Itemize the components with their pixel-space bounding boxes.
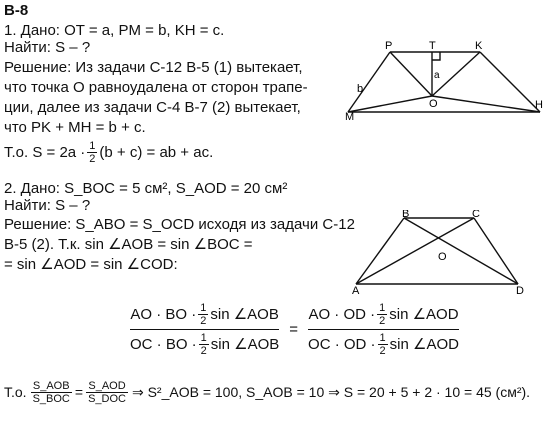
- ratio-left-numerator: [130, 302, 278, 329]
- half-num: 1: [379, 302, 386, 314]
- p1-half-num: 1: [89, 140, 96, 152]
- fig1-label-b: b: [357, 83, 364, 95]
- fig2-label-c: C: [472, 210, 480, 220]
- fig1-segment-ho: [432, 96, 540, 112]
- final-f2-num: S_AOD: [88, 380, 126, 392]
- ratio-right-bot-sin: sin ∠AOD: [389, 336, 459, 353]
- ratio-right-bot-half: [378, 332, 388, 357]
- fig1-label-p: P: [385, 40, 393, 52]
- half-den: 2: [379, 345, 386, 357]
- final-rest: ⇒ S²_AOB = 100, S_AOB = 10 ⇒ S = 20 + 5 + 2 · 10 = 45 (см²).: [131, 384, 531, 400]
- p1-formula-left: Т.о. S = 2a ·: [4, 144, 86, 161]
- p2-ratio-equation: [130, 302, 459, 357]
- fig2-diagonal-bd: [404, 218, 518, 284]
- ratio-right-top-text: AO · OD ·: [308, 306, 376, 323]
- fig1-edge-pm: [348, 52, 390, 112]
- p1-solution-line3: ции, далее из задачи С-4 В-7 (2) вытекает,: [4, 99, 301, 116]
- fig2-label-b: B: [402, 210, 410, 220]
- fig2-edge-ab: [356, 218, 404, 284]
- p1-formula: [4, 140, 213, 165]
- p1-solution-line4: что PK + MH = b + c.: [4, 119, 146, 136]
- ratio-equals: =: [289, 321, 299, 338]
- p2-given: 2. Дано: S_BOC = 5 см², S_AOD = 20 см²: [4, 180, 288, 197]
- fig2-label-a: A: [352, 285, 360, 296]
- fig2-label-o: O: [438, 251, 447, 263]
- half-den: 2: [200, 315, 207, 327]
- ratio-right-top-sin: sin ∠AOD: [389, 306, 459, 323]
- ratio-left-bot-text: OC · BO ·: [130, 336, 197, 353]
- fig1-label-a: a: [434, 70, 440, 81]
- ratio-right-denominator: [308, 330, 459, 357]
- fig1-segment-po: [390, 52, 432, 96]
- fig1-segment-mo: [348, 96, 432, 112]
- half-den: 2: [379, 315, 386, 327]
- ratio-left-top-half: [198, 302, 208, 327]
- p2-solution-line2: В-5 (2). Т.к. sin ∠AOB = sin ∠BOC =: [4, 236, 253, 253]
- ratio-left-fraction: [130, 302, 279, 357]
- p2-final-line: [4, 380, 530, 405]
- p1-solution-line1: Решение: Из задачи С-12 В-5 (1) вытекает,: [4, 59, 303, 76]
- ratio-left-bot-sin: sin ∠AOB: [210, 336, 280, 353]
- p1-half-den: 2: [89, 153, 96, 165]
- ratio-right-numerator: [308, 302, 458, 329]
- p1-formula-half: [87, 140, 97, 165]
- final-fraction-1: [31, 380, 72, 405]
- fig1-edge-kh: [480, 52, 540, 112]
- fig1-right-angle-mark: [432, 52, 440, 60]
- final-equals: =: [74, 384, 84, 400]
- ratio-left-top-sin: sin ∠AOB: [210, 306, 279, 323]
- fig1-label-t: T: [429, 40, 436, 52]
- p1-formula-right: (b + c) = ab + ac.: [99, 144, 214, 161]
- variant-header: В-8: [4, 2, 29, 19]
- fig1-label-h: H: [535, 99, 543, 111]
- ratio-right-bot-text: OC · OD ·: [308, 336, 376, 353]
- fig2-edge-cd: [474, 218, 518, 284]
- ratio-right-fraction: [308, 302, 459, 357]
- half-den: 2: [200, 345, 207, 357]
- figure-2-trapezoid: [352, 210, 524, 296]
- final-f1-den: S_BOC: [32, 393, 70, 405]
- p2-solution-line1: Решение: S_ABO = S_OCD исходя из задачи С-12: [4, 216, 355, 233]
- p1-solution-line2: что точка O равноудалена от сторон трапе-: [4, 79, 308, 96]
- fig2-diagonal-ac: [356, 218, 474, 284]
- final-fraction-2: [86, 380, 128, 405]
- ratio-left-top-text: AO · BO ·: [130, 306, 197, 323]
- p1-find: Найти: S – ?: [4, 39, 91, 56]
- final-prefix: Т.о.: [4, 384, 27, 400]
- half-num: 1: [379, 332, 386, 344]
- fig2-label-d: D: [516, 285, 524, 296]
- fig1-label-k: K: [475, 40, 483, 52]
- half-num: 1: [200, 302, 207, 314]
- ratio-left-denominator: [130, 330, 279, 357]
- fig1-label-m: M: [345, 111, 355, 120]
- ratio-left-bot-half: [199, 332, 209, 357]
- p2-solution-line3: = sin ∠AOD = sin ∠COD:: [4, 256, 178, 273]
- p1-given: 1. Дано: OT = a, PM = b, KH = c.: [4, 22, 225, 39]
- fig1-label-o: O: [429, 98, 438, 110]
- final-f2-den: S_DOC: [88, 393, 126, 405]
- half-num: 1: [200, 332, 207, 344]
- figure-1-trapezoid: [345, 40, 545, 120]
- p2-find: Найти: S – ?: [4, 197, 91, 214]
- final-f1-num: S_AOB: [32, 380, 70, 392]
- ratio-right-top-half: [377, 302, 387, 327]
